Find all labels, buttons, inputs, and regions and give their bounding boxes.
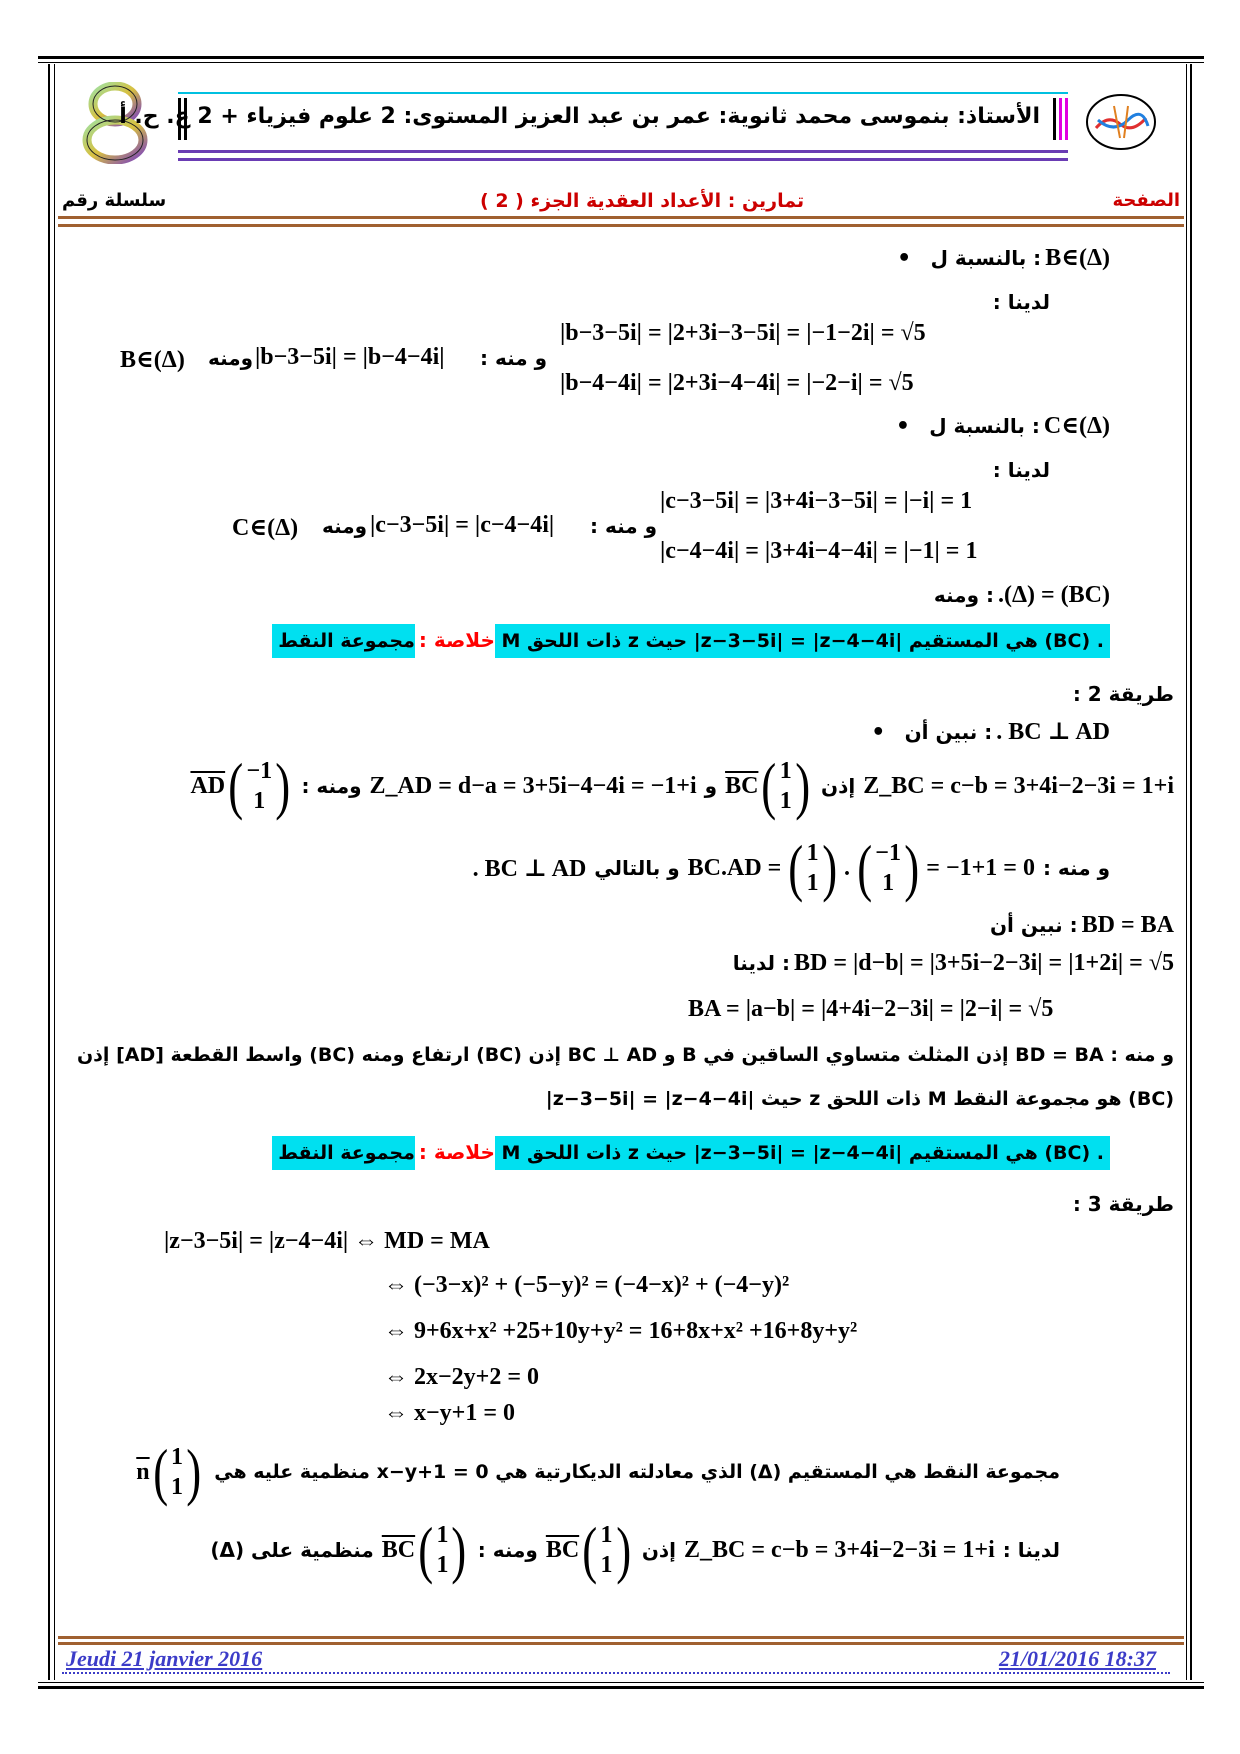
math: BD = BA	[1081, 912, 1174, 938]
line-bd	[733, 950, 1174, 977]
text: بالنسبة ل :	[929, 414, 1040, 438]
school-emblem	[1084, 92, 1158, 152]
math: BD = |d−b| = |3+5i−2−3i| = |1+2i| = √5	[793, 950, 1174, 976]
vector-n: $\overline{n}$ ( 1 1 )	[136, 1436, 202, 1507]
frame-top-rule-thin	[38, 62, 1204, 63]
text-therefore: و بالتالي	[594, 856, 680, 880]
math: .(Δ) = (BC)	[997, 582, 1110, 608]
line-we-have-1: لدينا :	[992, 290, 1050, 314]
page-label: الصفحة	[1112, 190, 1180, 211]
footer-dotted-line	[62, 1672, 1170, 1674]
title-underline-2	[178, 158, 1068, 161]
footer-timestamp: 21/01/2016 18:37	[998, 1646, 1156, 1671]
summary-label: خلاصة :	[418, 1140, 495, 1164]
text-we-have: لدينا :	[1002, 1538, 1060, 1562]
eq-c-in-delta: C∈(Δ)	[232, 515, 299, 541]
line-we-have-2: لدينا :	[992, 458, 1050, 482]
text-hence-1: ومنه	[208, 346, 254, 370]
eq-c-mod-1: |c−3−5i| = |3+4i−3−5i| = |−i| = 1	[660, 488, 973, 514]
line-b-in-delta: • بالنسبة ل : B∈(Δ)	[897, 245, 1110, 271]
frame-top-rule	[38, 56, 1204, 59]
vec-comp: 1	[779, 758, 792, 784]
text-then: إذن	[821, 774, 856, 798]
vec-comp: 1	[600, 1552, 613, 1578]
summary-text: مجموعة النقط M ذات اللحق z حيث |z−3−5i| = |z−4−4i| هي المستقيم (BC) .	[272, 1136, 1110, 1170]
text-hence: ومنه :	[477, 1538, 538, 1562]
method-3-heading: طريقة 3 :	[1072, 1192, 1174, 1216]
eq-zbc: Z_BC = c−b = 3+4i−2−3i = 1+i	[863, 772, 1174, 799]
eq-c-equal: |c−3−5i| = |c−4−4i|	[370, 512, 555, 538]
vec-comp: 1	[253, 788, 266, 814]
line-dot-product	[472, 832, 1110, 903]
vec-name: $\overline{BC}$	[381, 1536, 416, 1563]
m3-step-3: ⇔ 9+6x+x² +25+10y+y² = 16+8x+x² +16+8y+y²	[384, 1318, 858, 1344]
header-divider-2	[58, 224, 1184, 227]
vec-comp: 1	[779, 788, 792, 814]
line-c-in-delta: • بالنسبة ل : C∈(Δ)	[895, 413, 1110, 439]
m3-step-2: ⇔ (−3−x)² + (−5−y)² = (−4−x)² + (−4−y)²	[384, 1272, 790, 1298]
dot-result: = −1+1 = 0	[926, 854, 1035, 881]
text: مجموعة النقط هي المستقيم (Δ) الذي معادلته الديكارتية هي x−y+1 = 0 منظمية عليه هي	[214, 1461, 1060, 1483]
eq-b-mod-1: |b−3−5i| = |2+3i−3−5i| = |−1−2i| = √5	[560, 320, 926, 346]
vec-comp: −1	[875, 840, 901, 866]
method-2-heading: طريقة 2 :	[1072, 682, 1174, 706]
vec-name: $\overline{n}$	[136, 1458, 150, 1485]
vec-comp: −1	[246, 758, 273, 784]
math: B∈(Δ)	[1045, 245, 1110, 271]
vec-comp: 1	[436, 1522, 449, 1548]
eq-c-mod-2: |c−4−4i| = |3+4i−4−4i| = |−1| = 1	[660, 538, 978, 564]
text: ومنه :	[933, 583, 994, 607]
footer-date: Jeudi 21 janvier 2016	[66, 1646, 263, 1671]
frame-left-border	[48, 64, 50, 1680]
line-bisector: (BC) هو مجموعة النقط M ذات اللحق z حيث |z−3−5i| = |z−4−4i|	[545, 1088, 1174, 1110]
vector-bc-2: $\overline{BC}$ ( 1 1 )	[381, 1514, 467, 1585]
eq-zbc: Z_BC = c−b = 3+4i−2−3i = 1+i	[684, 1536, 995, 1563]
text-hence: ومنه :	[301, 774, 362, 798]
frame-bottom-rule	[38, 1686, 1204, 1689]
vec-comp: 1	[600, 1522, 613, 1548]
vector-ad: $\overline{AD}$ ( −1 1 )	[190, 750, 291, 821]
text-then: إذن	[641, 1538, 677, 1562]
vec-name: $\overline{BC}$	[725, 772, 759, 799]
frame-right-border-thin	[1186, 64, 1187, 1680]
line-bc-normal	[210, 1514, 1060, 1585]
line-zbc-zad	[190, 750, 1174, 821]
vec-name: $\overline{BC}$	[545, 1536, 580, 1563]
header-title: الأستاذ: بنموسى محمد ثانوية: عمر بن عبد العزيز المستوى: 2 علوم فيزياء + 2 ع. ح. أ	[119, 104, 1040, 129]
header-divider-1	[58, 216, 1184, 219]
math-perp: . BC ⊥ AD	[472, 856, 587, 882]
worksheet-title: تمارين : الأعداد العقدية الجزء ( 2 )	[480, 190, 805, 212]
text-and-so-1: و منه :	[480, 346, 548, 370]
text-and: و	[704, 774, 718, 798]
frame-left-border-thin	[54, 64, 55, 1680]
vector-bc: $\overline{BC}$ ( 1 1 )	[545, 1514, 631, 1585]
text-hence-2: ومنه	[322, 514, 368, 538]
m3-step-4: ⇔ 2x−2y+2 = 0	[384, 1364, 540, 1390]
text: لدينا :	[732, 951, 790, 975]
vec-comp: 1	[436, 1552, 449, 1578]
math: . BC ⊥ AD	[996, 719, 1110, 745]
line-delta-equals-bc	[934, 582, 1110, 609]
summary-1	[272, 628, 1110, 652]
footer-rule-2	[58, 1642, 1184, 1645]
content-area	[60, 232, 1180, 1632]
line-show-perpendicular: • نبين أن : . BC ⊥ AD	[871, 719, 1110, 745]
line-ba: BA = |a−b| = |4+4i−2−3i| = |2−i| = √5	[688, 996, 1054, 1022]
summary-2	[272, 1140, 1110, 1164]
text-and-so: و منه :	[1042, 856, 1110, 880]
eq-zad: Z_AD = d−a = 3+5i−4−4i = −1+i	[369, 772, 697, 799]
text-normal-to: منظمية على (Δ)	[210, 1538, 374, 1562]
vector-bc: $\overline{BC}$ ( 1 1 )	[725, 750, 810, 821]
text: نبين أن :	[904, 720, 993, 744]
vec-comp: 1	[170, 1444, 183, 1470]
vec-name: $\overline{AD}$	[190, 772, 226, 799]
vec-comp: 1	[882, 870, 895, 896]
text-and-so-2: و منه :	[590, 514, 658, 538]
m3-step-1: |z−3−5i| = |z−4−4i| ⇔ MD = MA	[164, 1228, 490, 1254]
text: بالنسبة ل :	[930, 246, 1042, 270]
eq-b-equal: |b−3−5i| = |b−4−4i|	[255, 344, 445, 370]
title-box	[119, 92, 1068, 146]
frame-right-border	[1190, 64, 1192, 1680]
frame-bottom-rule-thin	[38, 1682, 1204, 1683]
vec-comp: 1	[806, 840, 819, 866]
math: C∈(Δ)	[1043, 413, 1110, 439]
line-show-bd-ba	[990, 912, 1174, 939]
eq-b-in-delta: B∈(Δ)	[120, 347, 185, 373]
summary-text: مجموعة النقط M ذات اللحق z حيث |z−3−5i| = |z−4−4i| هي المستقيم (BC) .	[272, 624, 1110, 658]
m3-step-5: ⇔ x−y+1 = 0	[384, 1400, 516, 1426]
line-isosceles: و منه : BD = BA إذن المثلث متساوي الساقين في B و BC ⊥ AD إذن (BC) ارتفاع ومنه (BC) واسط القطعة [AD] إذن	[76, 1044, 1174, 1066]
footer-rule-1	[58, 1636, 1184, 1639]
series-label: سلسلة رقم	[62, 190, 167, 211]
title-underline-1	[178, 150, 1068, 153]
text: نبين أن :	[989, 913, 1078, 937]
dot-product-expr: BC.AD = ( 1 1 ) . ( −1 1 ) = −1+1 = 0	[687, 832, 1035, 903]
dot-lhs: BC.AD =	[687, 854, 782, 881]
line-normal-vector	[136, 1436, 1060, 1507]
vec-comp: 1	[806, 870, 819, 896]
summary-label: خلاصة :	[418, 628, 495, 652]
vec-comp: 1	[170, 1474, 183, 1500]
eq-b-mod-2: |b−4−4i| = |2+3i−4−4i| = |−2−i| = √5	[560, 370, 914, 396]
